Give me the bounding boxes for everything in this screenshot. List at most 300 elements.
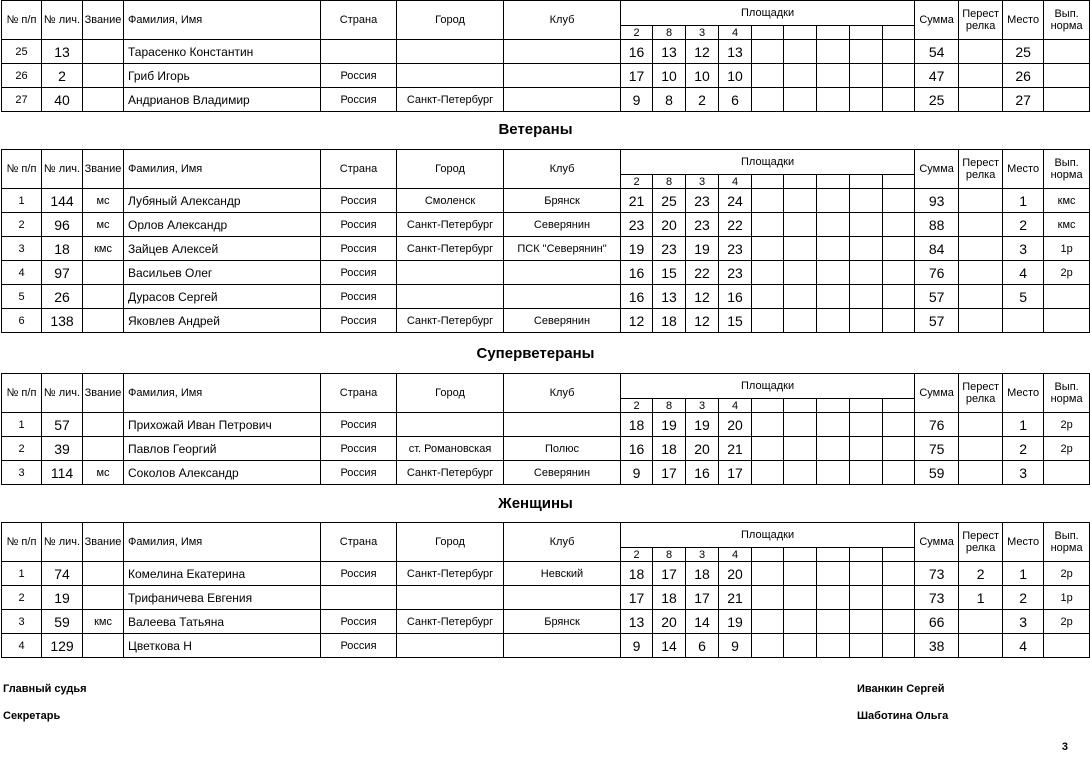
cell-club: Северянин: [504, 213, 621, 237]
cell-score: [850, 261, 883, 285]
cell-score: 18: [686, 562, 719, 586]
header-norm: Вып. норма: [1044, 523, 1090, 562]
cell-score: [752, 261, 784, 285]
cell-name: Тарасенко Константин: [124, 40, 321, 64]
cell-score: [817, 64, 850, 88]
table-row: [2, 213, 1090, 237]
header-row: [2, 523, 1090, 548]
cell-club: Северянин: [504, 461, 621, 485]
cell-shootoff: [959, 309, 1003, 333]
header-court-num: [817, 548, 850, 562]
cell-num: 6: [2, 309, 42, 333]
cell-name: Прихожай Иван Петрович: [124, 413, 321, 437]
cell-club: Брянск: [504, 189, 621, 213]
cell-score: [817, 88, 850, 112]
cell-score: 13: [653, 285, 686, 309]
cell-num: 3: [2, 237, 42, 261]
cell-sum: 75: [915, 437, 959, 461]
cell-score: 16: [621, 261, 653, 285]
cell-score: [883, 285, 915, 309]
cell-name: Трифаничева Евгения: [124, 586, 321, 610]
section-title: Суперветераны: [476, 345, 595, 362]
results-table: [1, 522, 1090, 658]
cell-score: [817, 437, 850, 461]
cell-lic: 144: [42, 189, 83, 213]
header-courts: Площадки: [621, 1, 915, 26]
cell-place: 1: [1003, 189, 1044, 213]
cell-score: [817, 40, 850, 64]
cell-score: [883, 437, 915, 461]
cell-country: [321, 586, 397, 610]
cell-city: ст. Романовская: [397, 437, 504, 461]
cell-score: [817, 237, 850, 261]
cell-score: 20: [719, 562, 752, 586]
header-place: Место: [1003, 523, 1044, 562]
header-place: Место: [1003, 1, 1044, 40]
header-court-num: [784, 548, 817, 562]
cell-score: [883, 413, 915, 437]
header-court-num: 2: [621, 548, 653, 562]
table-row: [2, 437, 1090, 461]
header-court-num: 3: [686, 175, 719, 189]
cell-lic: 2: [42, 64, 83, 88]
header-court-num: 3: [686, 26, 719, 40]
header-country: Страна: [321, 523, 397, 562]
cell-score: [850, 309, 883, 333]
cell-score: [883, 461, 915, 485]
cell-shootoff: [959, 213, 1003, 237]
header-country: Страна: [321, 150, 397, 189]
cell-num: 4: [2, 261, 42, 285]
header-club: Клуб: [504, 150, 621, 189]
cell-score: [752, 586, 784, 610]
cell-num: 2: [2, 213, 42, 237]
table-row: [2, 189, 1090, 213]
cell-sum: 84: [915, 237, 959, 261]
header-norm: Вып. норма: [1044, 374, 1090, 413]
cell-country: Россия: [321, 634, 397, 658]
header-norm: Вып. норма: [1044, 150, 1090, 189]
header-court-num: 2: [621, 26, 653, 40]
header-court-num: [784, 399, 817, 413]
cell-name: Яковлев Андрей: [124, 309, 321, 333]
cell-shootoff: [959, 610, 1003, 634]
cell-score: 14: [686, 610, 719, 634]
header-court-num: [784, 26, 817, 40]
cell-sum: 76: [915, 261, 959, 285]
cell-city: [397, 413, 504, 437]
cell-shootoff: [959, 413, 1003, 437]
cell-lic: 96: [42, 213, 83, 237]
header-court-num: [850, 175, 883, 189]
cell-name: Андрианов Владимир: [124, 88, 321, 112]
cell-norm: [1044, 309, 1090, 333]
cell-score: 19: [686, 413, 719, 437]
cell-place: 26: [1003, 64, 1044, 88]
header-row: [2, 374, 1090, 399]
cell-score: 18: [653, 309, 686, 333]
page-number: 3: [1061, 741, 1068, 753]
cell-country: Россия: [321, 437, 397, 461]
cell-num: 4: [2, 634, 42, 658]
cell-norm: 2р: [1044, 413, 1090, 437]
cell-score: [752, 88, 784, 112]
cell-score: [883, 237, 915, 261]
header-court-num: [784, 175, 817, 189]
cell-place: 3: [1003, 461, 1044, 485]
cell-rank: [83, 285, 124, 309]
cell-sum: 47: [915, 64, 959, 88]
cell-score: 16: [686, 461, 719, 485]
cell-score: [850, 634, 883, 658]
cell-country: Россия: [321, 213, 397, 237]
header-courts: Площадки: [621, 150, 915, 175]
results-table: [1, 149, 1090, 333]
header-courts: Площадки: [621, 374, 915, 399]
cell-shootoff: [959, 88, 1003, 112]
cell-club: [504, 88, 621, 112]
header-club: Клуб: [504, 374, 621, 413]
cell-shootoff: 2: [959, 562, 1003, 586]
cell-num: 5: [2, 285, 42, 309]
header-num: № п/п: [2, 374, 42, 413]
cell-city: Смоленск: [397, 189, 504, 213]
header-shootoff: Перест релка: [959, 1, 1003, 40]
cell-score: 18: [653, 586, 686, 610]
cell-name: Дурасов Сергей: [124, 285, 321, 309]
cell-score: [850, 586, 883, 610]
cell-score: 9: [621, 634, 653, 658]
table-row: [2, 586, 1090, 610]
cell-score: 17: [719, 461, 752, 485]
cell-score: 19: [686, 237, 719, 261]
cell-sum: 25: [915, 88, 959, 112]
cell-score: 12: [686, 285, 719, 309]
header-lic: № лич.: [42, 1, 83, 40]
cell-sum: 93: [915, 189, 959, 213]
cell-club: Северянин: [504, 309, 621, 333]
cell-rank: мс: [83, 189, 124, 213]
cell-sum: 73: [915, 586, 959, 610]
cell-score: [752, 213, 784, 237]
cell-num: 1: [2, 562, 42, 586]
cell-score: 18: [621, 413, 653, 437]
cell-score: [752, 309, 784, 333]
cell-country: Россия: [321, 285, 397, 309]
table-row: [2, 261, 1090, 285]
cell-score: [752, 610, 784, 634]
cell-score: [850, 40, 883, 64]
header-court-num: [752, 175, 784, 189]
cell-sum: 88: [915, 213, 959, 237]
cell-score: [817, 610, 850, 634]
header-name: Фамилия, Имя: [124, 523, 321, 562]
cell-club: ПСК "Северянин": [504, 237, 621, 261]
header-lic: № лич.: [42, 150, 83, 189]
cell-score: 9: [621, 88, 653, 112]
header-court-num: 4: [719, 175, 752, 189]
cell-score: [850, 213, 883, 237]
cell-city: [397, 634, 504, 658]
results-table: [1, 373, 1090, 485]
cell-score: [883, 189, 915, 213]
header-name: Фамилия, Имя: [124, 1, 321, 40]
cell-country: Россия: [321, 309, 397, 333]
cell-norm: 2р: [1044, 437, 1090, 461]
cell-score: 19: [621, 237, 653, 261]
cell-score: [784, 237, 817, 261]
cell-score: [784, 189, 817, 213]
cell-score: 18: [653, 437, 686, 461]
cell-score: [817, 213, 850, 237]
cell-score: 17: [686, 586, 719, 610]
cell-score: [817, 261, 850, 285]
header-sum: Сумма: [915, 523, 959, 562]
cell-score: [752, 285, 784, 309]
cell-sum: 54: [915, 40, 959, 64]
cell-lic: 40: [42, 88, 83, 112]
cell-score: 23: [621, 213, 653, 237]
header-sum: Сумма: [915, 1, 959, 40]
cell-name: Павлов Георгий: [124, 437, 321, 461]
cell-score: [850, 562, 883, 586]
cell-num: 3: [2, 610, 42, 634]
cell-score: 20: [653, 610, 686, 634]
cell-country: Россия: [321, 189, 397, 213]
cell-score: [850, 285, 883, 309]
cell-name: Комелина Екатерина: [124, 562, 321, 586]
cell-score: [817, 189, 850, 213]
header-court-num: [850, 399, 883, 413]
cell-place: [1003, 309, 1044, 333]
cell-lic: 19: [42, 586, 83, 610]
cell-score: [883, 309, 915, 333]
cell-score: 13: [653, 40, 686, 64]
cell-score: 8: [653, 88, 686, 112]
cell-score: [850, 64, 883, 88]
cell-place: 25: [1003, 40, 1044, 64]
cell-city: [397, 261, 504, 285]
cell-lic: 138: [42, 309, 83, 333]
cell-score: 25: [653, 189, 686, 213]
cell-score: [784, 213, 817, 237]
cell-norm: 1р: [1044, 237, 1090, 261]
header-court-num: [817, 26, 850, 40]
cell-name: Соколов Александр: [124, 461, 321, 485]
cell-shootoff: [959, 237, 1003, 261]
table-row: [2, 309, 1090, 333]
header-row: [2, 150, 1090, 175]
table-row: [2, 413, 1090, 437]
cell-lic: 129: [42, 634, 83, 658]
cell-city: Санкт-Петербург: [397, 610, 504, 634]
header-name: Фамилия, Имя: [124, 374, 321, 413]
cell-norm: [1044, 461, 1090, 485]
header-place: Место: [1003, 374, 1044, 413]
cell-club: [504, 261, 621, 285]
cell-name: Зайцев Алексей: [124, 237, 321, 261]
cell-score: 23: [719, 237, 752, 261]
cell-country: Россия: [321, 562, 397, 586]
table-row: [2, 634, 1090, 658]
cell-score: 16: [621, 285, 653, 309]
cell-city: Санкт-Петербург: [397, 461, 504, 485]
cell-score: 16: [621, 40, 653, 64]
cell-norm: 2р: [1044, 562, 1090, 586]
cell-score: 16: [621, 437, 653, 461]
cell-name: Цветкова Н: [124, 634, 321, 658]
cell-score: [883, 261, 915, 285]
header-country: Страна: [321, 1, 397, 40]
cell-city: Санкт-Петербург: [397, 562, 504, 586]
cell-lic: 13: [42, 40, 83, 64]
cell-shootoff: 1: [959, 586, 1003, 610]
cell-shootoff: [959, 40, 1003, 64]
cell-name: Валеева Татьяна: [124, 610, 321, 634]
cell-score: 13: [621, 610, 653, 634]
cell-score: [752, 237, 784, 261]
table-row: [2, 610, 1090, 634]
cell-score: [883, 40, 915, 64]
table-row: [2, 40, 1090, 64]
cell-score: 21: [621, 189, 653, 213]
cell-score: 19: [653, 413, 686, 437]
cell-score: [752, 634, 784, 658]
cell-lic: 59: [42, 610, 83, 634]
cell-score: [817, 309, 850, 333]
header-name: Фамилия, Имя: [124, 150, 321, 189]
header-sum: Сумма: [915, 150, 959, 189]
cell-club: Полюс: [504, 437, 621, 461]
cell-city: [397, 40, 504, 64]
cell-lic: 18: [42, 237, 83, 261]
cell-score: [784, 309, 817, 333]
header-num: № п/п: [2, 150, 42, 189]
cell-shootoff: [959, 189, 1003, 213]
cell-score: [784, 634, 817, 658]
header-club: Клуб: [504, 523, 621, 562]
cell-score: [752, 562, 784, 586]
cell-score: 17: [621, 64, 653, 88]
header-court-num: [850, 548, 883, 562]
cell-score: [784, 285, 817, 309]
cell-score: 15: [653, 261, 686, 285]
cell-country: Россия: [321, 261, 397, 285]
cell-score: 17: [653, 562, 686, 586]
cell-score: 10: [653, 64, 686, 88]
header-court-num: 3: [686, 399, 719, 413]
header-courts: Площадки: [621, 523, 915, 548]
header-court-num: [883, 175, 915, 189]
cell-score: [883, 610, 915, 634]
table-row: [2, 285, 1090, 309]
cell-place: 3: [1003, 237, 1044, 261]
cell-score: 23: [719, 261, 752, 285]
cell-club: [504, 586, 621, 610]
cell-score: 12: [686, 40, 719, 64]
cell-num: 25: [2, 40, 42, 64]
cell-norm: [1044, 40, 1090, 64]
cell-score: 20: [719, 413, 752, 437]
cell-score: [817, 634, 850, 658]
cell-num: 3: [2, 461, 42, 485]
cell-score: 22: [686, 261, 719, 285]
cell-sum: 73: [915, 562, 959, 586]
cell-score: [752, 40, 784, 64]
cell-score: [817, 562, 850, 586]
cell-sum: 57: [915, 309, 959, 333]
cell-club: Брянск: [504, 610, 621, 634]
cell-sum: 38: [915, 634, 959, 658]
cell-place: 1: [1003, 562, 1044, 586]
cell-rank: [83, 634, 124, 658]
header-court-num: [850, 26, 883, 40]
header-shootoff: Перест релка: [959, 150, 1003, 189]
cell-country: [321, 40, 397, 64]
cell-score: [883, 586, 915, 610]
cell-sum: 57: [915, 285, 959, 309]
header-lic: № лич.: [42, 374, 83, 413]
results-table: [1, 0, 1090, 112]
cell-score: [784, 261, 817, 285]
header-city: Город: [397, 150, 504, 189]
cell-rank: кмс: [83, 237, 124, 261]
cell-country: Россия: [321, 413, 397, 437]
cell-city: Санкт-Петербург: [397, 213, 504, 237]
cell-score: 20: [653, 213, 686, 237]
secretary-label: Секретарь: [3, 710, 61, 722]
cell-club: [504, 634, 621, 658]
cell-score: 16: [719, 285, 752, 309]
cell-score: 21: [719, 586, 752, 610]
cell-place: 1: [1003, 413, 1044, 437]
cell-num: 26: [2, 64, 42, 88]
cell-score: [784, 64, 817, 88]
cell-score: 19: [719, 610, 752, 634]
header-court-num: 4: [719, 26, 752, 40]
header-court-num: [752, 399, 784, 413]
header-court-num: 4: [719, 548, 752, 562]
header-court-num: [883, 399, 915, 413]
cell-score: 12: [686, 309, 719, 333]
cell-rank: мс: [83, 461, 124, 485]
cell-place: 4: [1003, 634, 1044, 658]
table-row: [2, 64, 1090, 88]
cell-score: [883, 562, 915, 586]
cell-sum: 76: [915, 413, 959, 437]
header-shootoff: Перест релка: [959, 523, 1003, 562]
cell-num: 27: [2, 88, 42, 112]
cell-score: [784, 461, 817, 485]
cell-score: 23: [686, 213, 719, 237]
cell-score: [817, 285, 850, 309]
header-norm: Вып. норма: [1044, 1, 1090, 40]
cell-club: [504, 285, 621, 309]
cell-country: Россия: [321, 461, 397, 485]
cell-lic: 97: [42, 261, 83, 285]
cell-norm: [1044, 88, 1090, 112]
cell-rank: [83, 309, 124, 333]
cell-score: [883, 213, 915, 237]
cell-score: 9: [719, 634, 752, 658]
cell-club: Невский: [504, 562, 621, 586]
cell-shootoff: [959, 461, 1003, 485]
cell-country: Россия: [321, 237, 397, 261]
cell-rank: кмс: [83, 610, 124, 634]
header-row: [2, 1, 1090, 26]
cell-score: 22: [719, 213, 752, 237]
cell-rank: [83, 437, 124, 461]
